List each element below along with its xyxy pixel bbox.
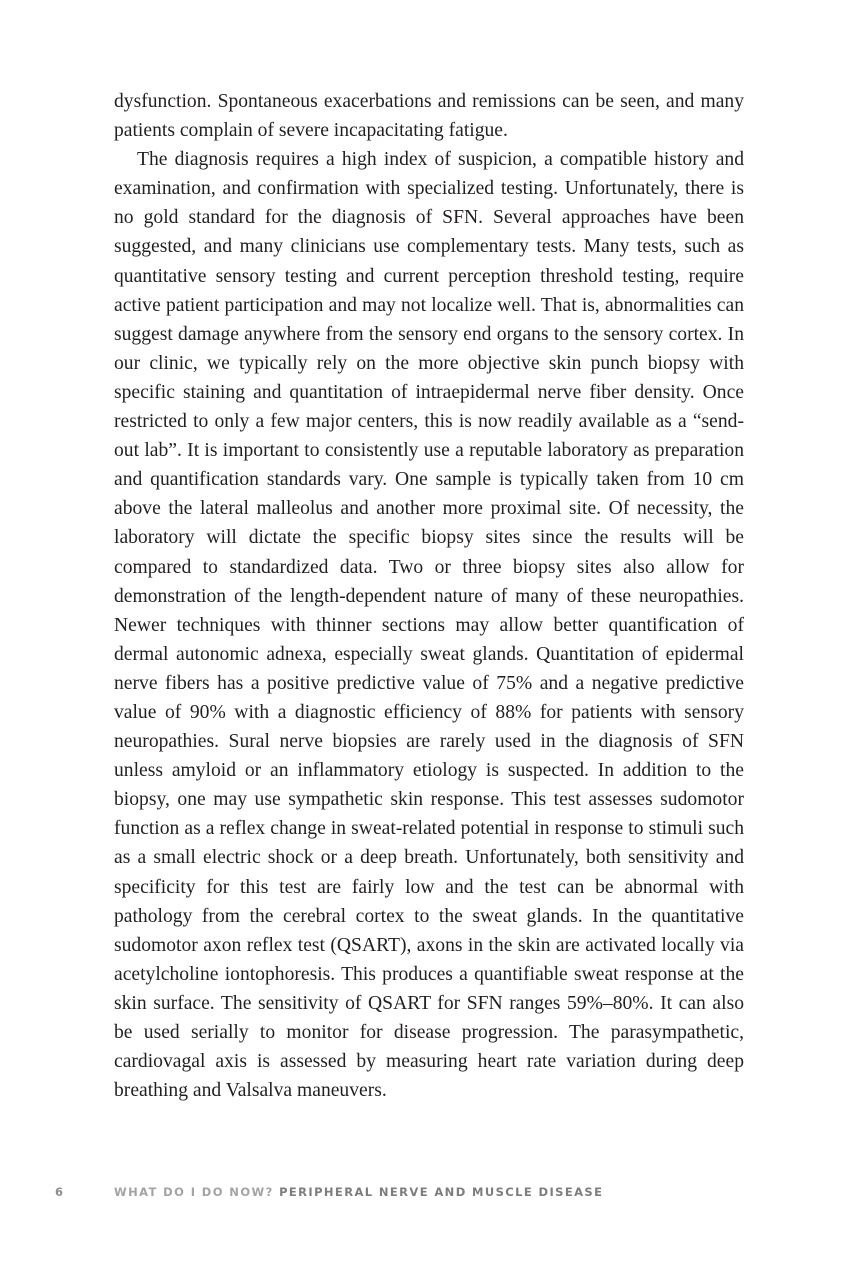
paragraph-diagnosis: The diagnosis requires a high index of suspicion, a compatible history and examination, and confirmation with specialized testing. Unfortunately, there is no gold standard for the diagnosis of SFN. Several approaches have been suggested, and many clinicians use complementary tests. Many tests, such as quantitative sensory testing and current perception threshold testing, require active patient participation and may not localize well. That is, abnormalities can suggest damage anywhere from the sensory end organs to the sensory cortex. In our clinic, we typically rely on the more objective skin punch biopsy with specific staining and quantitation of intraepidermal nerve fiber density. Once restricted to only a few major centers, this is now readily available as a “send-out lab”. It is important to consistently use a reputable laboratory as preparation and quantification standards vary. One sample is typically taken from 10 cm above the lateral malleolus and another more proximal site. Of necessity, the laboratory will dictate the specific biopsy sites since the results will be compared to standardized data. Two or three biopsy sites also allow for demonstration of the length-dependent nature of many of these neuropathies. Newer techniques with thinner sections may allow better quantification of dermal autonomic adnexa, especially sweat glands. Quantitation of epidermal nerve fibers has a positive predictive value of 75% and a negative predictive value of 90% with a diagnostic efficiency of 88% for patients with sensory neuropathies. Sural nerve biopsies are rarely used in the diagnosis of SFN unless amyloid or an inflammatory etiology is suspected. In addition to the biopsy, one may use sympathetic skin response. This test assesses sudomotor function as a reflex change in sweat-related potential in response to stimuli such as a small electric shock or a deep breath. Unfortunately, both sensitivity and specificity for this test are fairly low and the test can be abnormal with pathology from the cerebral cortex to the sweat glands. In the quantitative sudomotor axon reflex test (QSART), axons in the skin are activated locally via acetylcholine iontophoresis. This produces a quantifiable sweat response at the skin surface. The sensitivity of QSART for SFN ranges 59%–80%. It can also be used serially to monitor for disease progression. The parasympathetic, cardiovagal axis is assessed by measuring heart rate variation during deep breathing and Valsalva maneuvers. [114, 149, 744, 1102]
page-number: 6 [55, 1185, 65, 1199]
paragraph-continued: dysfunction. Spontaneous exacerbations and remissions can be seen, and many patients complain of severe incapacitating fatigue. [114, 91, 744, 142]
body-text [114, 87, 744, 1105]
series-title: WHAT DO I DO NOW? [114, 1185, 274, 1199]
running-head [114, 1185, 603, 1199]
book-title: PERIPHERAL NERVE AND MUSCLE DISEASE [279, 1185, 604, 1199]
